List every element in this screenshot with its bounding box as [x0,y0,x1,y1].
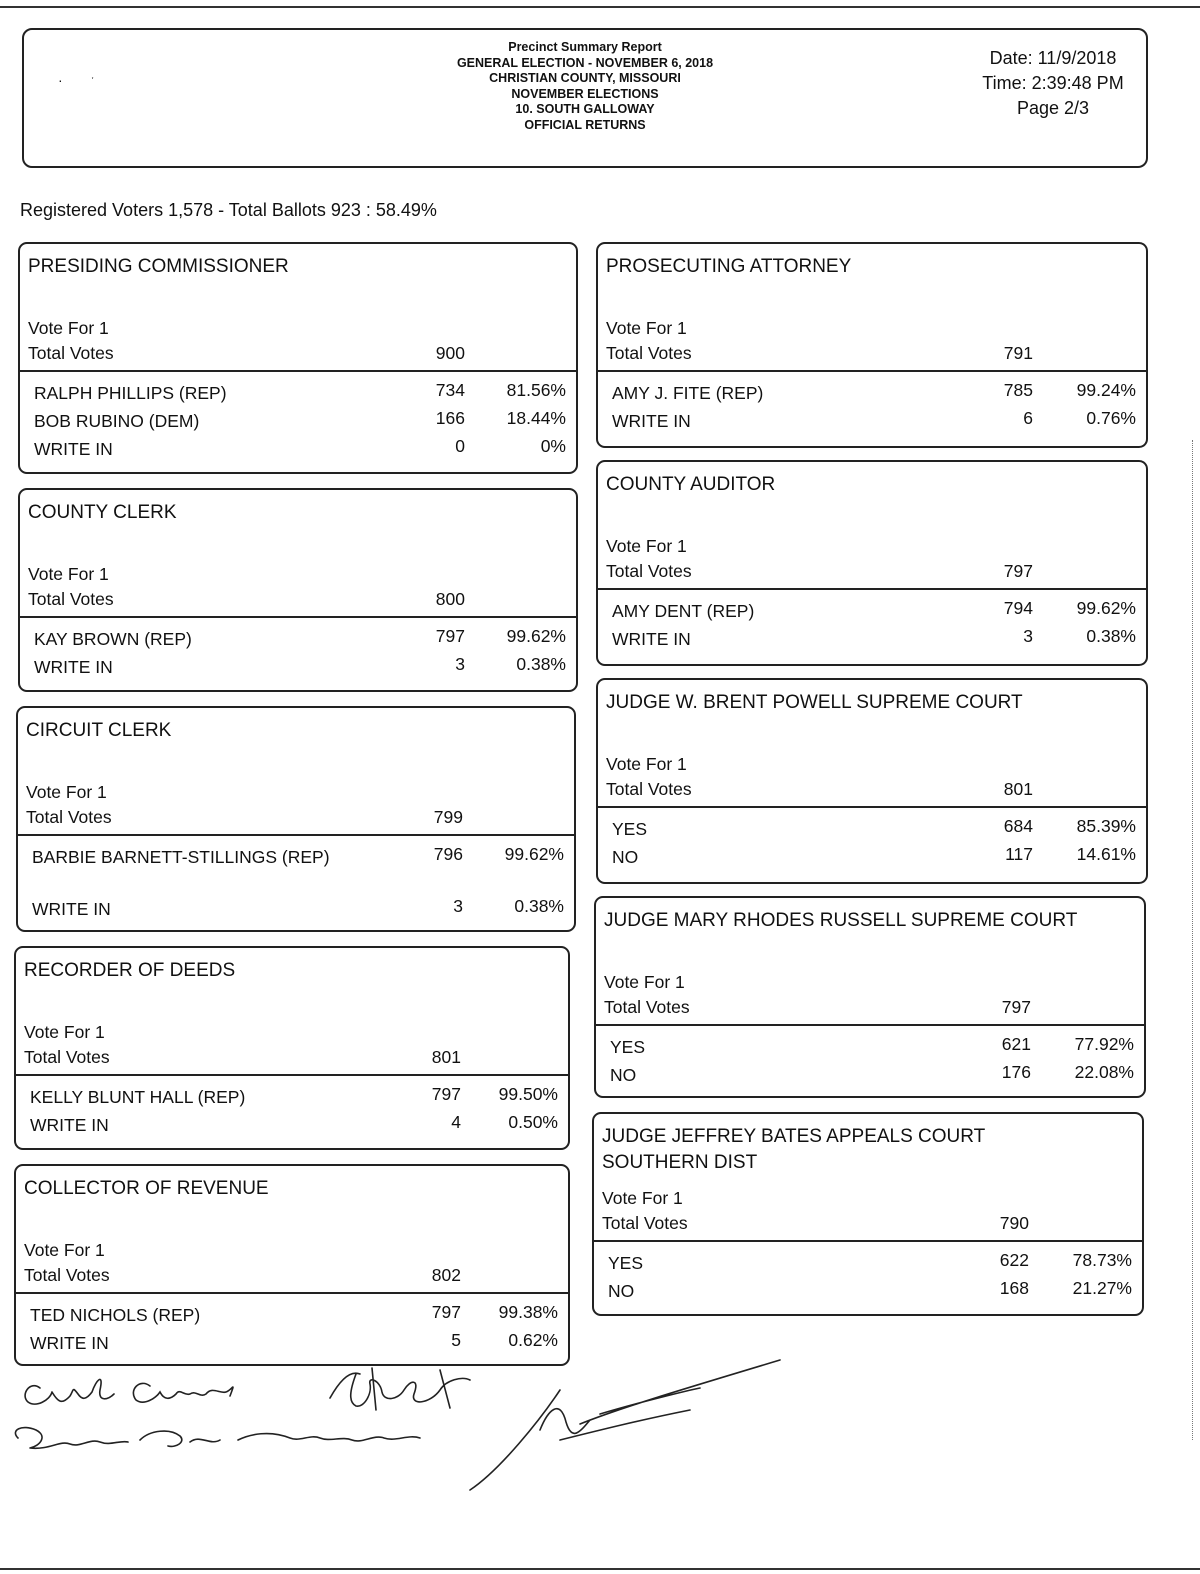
return-status: OFFICIAL RETURNS [524,117,646,132]
candidate-name: YES [610,1037,646,1057]
report-date: Date: 11/9/2018 [989,48,1117,68]
race-box [596,678,1148,884]
candidate-name: BARBIE BARNETT-STILLINGS (REP) [32,847,330,867]
total-divider [18,834,574,836]
total-divider [596,1024,1144,1026]
race-box [14,946,570,1150]
total-divider [594,1240,1142,1242]
candidate-percent: 77.92% [1074,1034,1134,1054]
candidate-votes: 797 [431,1302,461,1322]
vote-for-label: Vote For 1 [606,536,687,556]
race-title: COUNTY CLERK [28,502,177,523]
candidate-name: KELLY BLUNT HALL (REP) [30,1087,246,1107]
candidate-votes: 117 [1005,844,1033,864]
candidate-row [612,626,1136,654]
vote-for-label: Vote For 1 [28,564,109,584]
candidate-votes: 166 [435,408,465,428]
signature-2-path [330,1368,470,1410]
report-title: Precinct Summary Report [508,40,662,54]
race-box [596,460,1148,666]
candidate-percent: 18.44% [506,408,566,428]
total-divider [16,1292,568,1294]
candidate-votes: 622 [999,1250,1029,1270]
candidate-percent: 14.61% [1076,844,1136,864]
total-divider [598,806,1146,808]
candidate-votes: 3 [455,654,465,674]
total-votes-value: 801 [1003,779,1033,799]
candidate-name: WRITE IN [34,439,113,459]
candidate-votes: 621 [1001,1034,1031,1054]
candidate-votes: 6 [1023,408,1033,428]
candidate-name: YES [612,819,648,839]
candidate-votes: 734 [435,380,465,400]
candidate-votes: 0 [455,436,465,456]
candidate-name: WRITE IN [34,657,113,677]
candidate-percent: 99.62% [504,844,564,864]
candidate-votes: 794 [1003,598,1033,618]
registered-voters-summary: Registered Voters 1,578 - Total Ballots 923 : 58.49% [20,200,437,220]
report-meta [968,46,1138,121]
race-box [14,1164,570,1366]
candidate-name: NO [610,1065,637,1085]
candidate-name: KAY BROWN (REP) [34,629,192,649]
total-votes-label: Total Votes [24,1047,110,1067]
candidate-percent: 81.56% [506,380,566,400]
candidate-name: AMY DENT (REP) [612,601,755,621]
candidate-percent: 99.62% [506,626,566,646]
candidate-row [30,1112,558,1140]
candidate-percent: 85.39% [1076,816,1136,836]
race-box [18,242,578,474]
candidate-row [34,626,566,654]
election-group: NOVEMBER ELECTIONS [511,86,659,101]
candidate-name: WRITE IN [612,629,691,649]
candidate-percent: 0.62% [508,1330,558,1350]
candidate-name: RALPH PHILLIPS (REP) [34,383,227,403]
total-votes-value: 790 [999,1213,1029,1233]
candidate-percent: 21.27% [1072,1278,1132,1298]
total-votes-label: Total Votes [604,997,690,1017]
total-votes-value: 800 [435,589,465,609]
scan-specks: ·ˑ [58,72,123,88]
candidate-votes: 4 [451,1112,461,1132]
candidate-row [34,408,566,436]
county-name: CHRISTIAN COUNTY, MISSOURI [489,71,681,85]
race-title: RECORDER OF DEEDS [24,960,236,981]
total-divider [16,1074,568,1076]
race-title: COUNTY AUDITOR [606,474,776,495]
signature-3-path [15,1428,420,1449]
total-divider [20,370,576,372]
total-votes-value: 799 [433,807,463,827]
candidate-percent: 99.38% [498,1302,558,1322]
candidate-row [34,436,566,464]
total-votes-value: 791 [1003,343,1033,363]
candidate-percent: 0.76% [1086,408,1136,428]
total-votes-label: Total Votes [26,807,112,827]
total-votes-label: Total Votes [24,1265,110,1285]
total-divider [598,588,1146,590]
candidate-name: YES [608,1253,644,1273]
candidate-row [32,896,564,924]
candidate-votes: 5 [451,1330,461,1350]
candidate-percent: 22.08% [1074,1062,1134,1082]
candidate-votes: 3 [453,896,463,916]
race-title: JUDGE JEFFREY BATES APPEALS COURT SOUTHERN DIST [602,1126,985,1173]
candidate-percent: 99.50% [498,1084,558,1104]
candidate-row [612,380,1136,408]
candidate-name: AMY J. FITE (REP) [612,383,764,403]
total-votes-value: 797 [1003,561,1033,581]
candidate-percent: 99.24% [1076,380,1136,400]
candidate-name: TED NICHOLS (REP) [30,1305,201,1325]
candidate-row [612,598,1136,626]
candidate-row [608,1278,1132,1306]
vote-for-label: Vote For 1 [28,318,109,338]
candidate-row [610,1062,1134,1090]
total-votes-label: Total Votes [606,343,692,363]
candidate-name: WRITE IN [612,411,691,431]
candidate-row [608,1250,1132,1278]
race-title: PRESIDING COMMISSIONER [28,256,289,277]
vote-for-label: Vote For 1 [602,1188,683,1208]
signatures-image [0,1350,800,1530]
vote-for-label: Vote For 1 [604,972,685,992]
candidate-percent: 99.62% [1076,598,1136,618]
candidate-percent: 0.38% [514,896,564,916]
candidate-row [34,380,566,408]
race-title: PROSECUTING ATTORNEY [606,256,852,277]
page-number: Page 2/3 [1016,98,1090,118]
total-votes-label: Total Votes [606,561,692,581]
total-votes-label: Total Votes [602,1213,688,1233]
candidate-percent: 0.38% [1086,626,1136,646]
candidate-row [612,816,1136,844]
candidate-percent: 0% [540,436,566,456]
bottom-border-line [0,1568,1200,1570]
candidate-percent: 0.50% [508,1112,558,1132]
candidate-row [610,1034,1134,1062]
total-votes-label: Total Votes [28,343,114,363]
candidate-row [34,654,566,682]
candidate-votes: 785 [1003,380,1033,400]
total-votes-value: 900 [435,343,465,363]
total-votes-value: 802 [431,1265,461,1285]
race-box [596,242,1148,448]
candidate-name: BOB RUBINO (DEM) [34,411,200,431]
candidate-percent: 78.73% [1072,1250,1132,1270]
vote-for-label: Vote For 1 [24,1022,105,1042]
precinct-name: 10. SOUTH GALLOWAY [515,102,655,116]
race-box [594,896,1146,1098]
total-votes-value: 801 [431,1047,461,1067]
candidate-name: WRITE IN [30,1333,109,1353]
race-box [16,706,576,932]
candidate-votes: 3 [1023,626,1033,646]
candidate-row [30,1302,558,1330]
total-votes-label: Total Votes [606,779,692,799]
candidate-name: NO [612,847,639,867]
report-time: Time: 2:39:48 PM [982,73,1124,93]
candidate-row [612,844,1136,872]
candidate-votes: 176 [1001,1062,1031,1082]
race-title: JUDGE W. BRENT POWELL SUPREME COURT [606,692,1023,713]
total-votes-value: 797 [1001,997,1031,1017]
vote-for-label: Vote For 1 [606,318,687,338]
total-divider [598,370,1146,372]
candidate-name: WRITE IN [30,1115,109,1135]
candidate-name: NO [608,1281,635,1301]
candidate-row [32,844,564,872]
race-box [18,488,578,692]
candidate-votes: 796 [433,844,463,864]
signature-1-path [25,1379,233,1404]
vote-for-label: Vote For 1 [606,754,687,774]
race-title: CIRCUIT CLERK [26,720,172,741]
race-box [592,1112,1144,1316]
report-header [22,28,1148,168]
total-votes-label: Total Votes [28,589,114,609]
candidate-votes: 797 [431,1084,461,1104]
scan-edge-dots [1192,440,1193,1440]
candidate-row [612,408,1136,436]
race-title: JUDGE MARY RHODES RUSSELL SUPREME COURT [604,910,1078,931]
race-title: COLLECTOR OF REVENUE [24,1178,269,1199]
candidate-name: WRITE IN [32,899,111,919]
top-border-line [0,6,1200,8]
election-name: GENERAL ELECTION - NOVEMBER 6, 2018 [456,55,714,70]
signature-4-path [470,1360,780,1490]
candidate-votes: 684 [1003,816,1033,836]
total-divider [20,616,576,618]
vote-for-label: Vote For 1 [24,1240,105,1260]
candidate-votes: 168 [999,1278,1029,1298]
candidate-row [30,1084,558,1112]
vote-for-label: Vote For 1 [26,782,107,802]
candidate-percent: 0.38% [516,654,566,674]
candidate-votes: 797 [435,626,465,646]
